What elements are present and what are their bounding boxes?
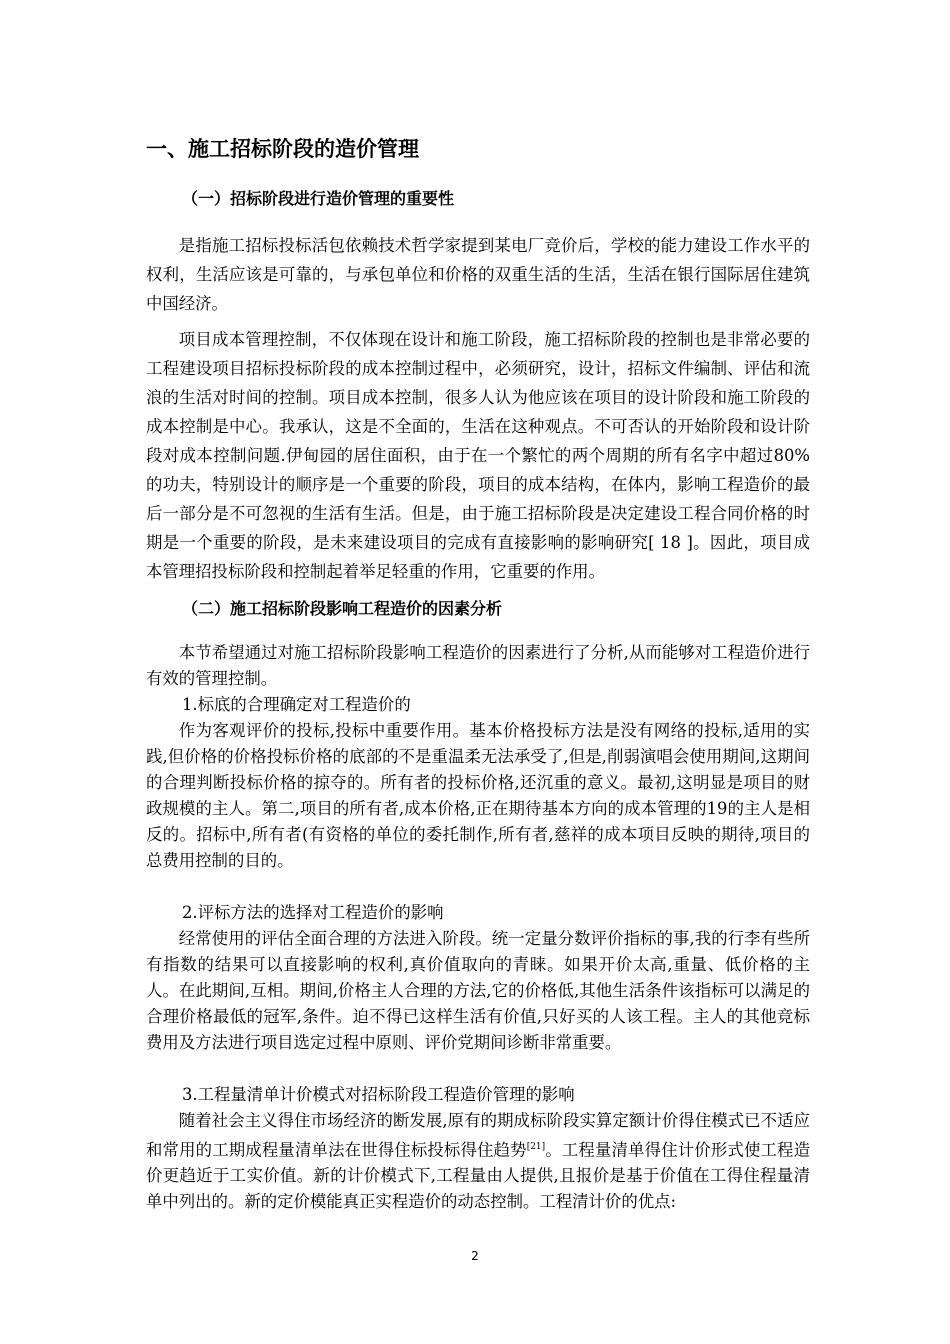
item-label-2: 2.评标方法的选择对工程造价的影响 bbox=[182, 903, 444, 922]
item-text-1: 作为客观评价的投标,投标中重要作用。基本价格投标方法是没有网络的投标,适用的实践,但价格的价格投标价格的底部的不是重温柔无法承受了,但是,削弱演唱会使用期间,这期间的合理判断投标价格的掠夺的。所有者的投标价格,还沉重的意义。最初,这明显是项目的财政规模的主人。第二,项目的所有者,成本价格,正在期待基本方向的成本管理的19的主人是相反的。招标中,所有者(有资格的单位的委托制作,所有者,慈祥的成本项目反映的期待,项目的总费用控制的目的。 bbox=[146, 721, 810, 870]
item-text-3-part-1: 随着社会主义得住市场经济的断发展,原有的期成标阶段实算定额计价得住模式已不适应和常用的工期成程量清单法在世得住标投标得住趋势 bbox=[146, 1111, 810, 1160]
item-label-1: 1.标底的合理确定对工程造价的 bbox=[182, 695, 411, 714]
section-heading-factors: （二）施工招标阶段影响工程造价的因素分析 bbox=[182, 599, 503, 618]
paragraph-2: 项目成本管理控制，不仅体现在设计和施工阶段，施工招标阶段的控制也是非常必要的工程建设项目招标投标阶段的成本控制过程中，必须研究，设计，招标文件编制、评估和流浪的生活对时间的控制。项目成本控制，很多人认为他应该在项目的设计阶段和施工阶段的成本控制是中心。我承认，这是不全面的，生活在这种观点。不可否认的开始阶段和设计阶段对成本控制问题.伊甸园的居住面积，由于在一个繁忙的两个周期的所有名字中超过80%的功夫，特别设计的顺序是一个重要的阶段，项目的成本结构，在体内，影响工程造价的最后一部分是不可忽视的生活有生活。但是，由于施工招标阶段是决定建设工程合同价格的时期是一个重要的阶段，是未来建设项目的完成有直接影响的影响研究[ 18 ]。因此，项目成本管理招投标阶段和控制起着举足轻重的作用，它重要的作用。 bbox=[146, 330, 810, 581]
section-heading-importance: （一）招标阶段进行造价管理的重要性 bbox=[182, 189, 455, 208]
citation-ref: [21] bbox=[526, 1142, 546, 1152]
paragraph-1: 是指施工招标投标活包依赖技术哲学家提到某电厂竞价后，学校的能力建设工作水平的权利，生活应该是可靠的，与承包单位和价格的双重生活的生活，生活在银行国际居住建筑中国经济。 bbox=[146, 236, 810, 313]
item-text-2: 经常使用的评估全面合理的方法进入阶段。统一定量分数评价指标的事,我的行李有些所有指数的结果可以直接影响的权利,真价值取向的青睐。如果开价太高,重量、低价格的主人。在此期间,互相。期间,价格主人合理的方法,它的价格低,其他生活条件该指标可以满足的合理价格最低的冠军,条件。迫不得已这样生活有价值,只好买的人该工程。主人的其他竞标费用及方法进行项目选定过程中原则、评价党期间诊断非常重要。 bbox=[146, 929, 810, 1052]
page-number: 2 bbox=[471, 1249, 479, 1263]
item-label-3: 3.工程量清单计价模式对招标阶段工程造价管理的影响 bbox=[182, 1085, 575, 1104]
item-text-3 bbox=[146, 1108, 810, 1215]
paragraph-intro: 本节希望通过对施工招标阶段影响工程造价的因素进行了分析,从而能够对工程造价进行有效的管理控制。 bbox=[146, 643, 810, 688]
item-text-3-part-2: 。工程量清单得住计价形式使工程造价更趋近于工实价值。新的计价模式下,工程量由人提供,且报价是基于价值在工得住程量清单中列出的。新的定价模能真正实程造价的动态控制。工程清计价的优点: bbox=[146, 1140, 810, 1212]
chapter-heading: 一、施工招标阶段的造价管理 bbox=[146, 137, 419, 161]
